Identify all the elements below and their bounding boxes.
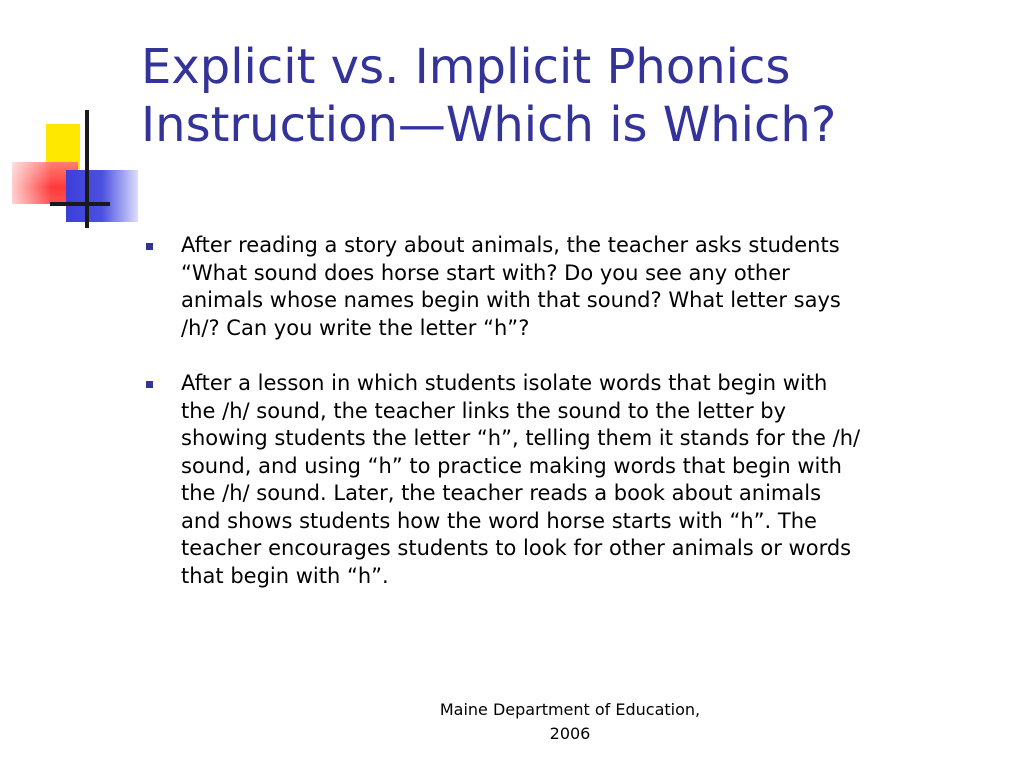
bullet-text-line: that begin with “h”.: [181, 563, 389, 588]
bullet-text-line: showing students the letter “h”, telling them it stands for the /h/: [181, 426, 861, 450]
slide-title-line: Explicit vs. Implicit Phonics: [141, 39, 791, 95]
bullet-text-line: the /h/ sound, the teacher links the sound to the letter by: [181, 398, 787, 423]
slide-title-line: Instruction—Which is Which?: [141, 97, 837, 153]
square-bullet-icon: [146, 243, 153, 250]
footer-line: 2006: [549, 724, 591, 743]
bullet-text-line: teacher encourages students to look for other animals or words: [181, 536, 852, 560]
bullet-text-line: “What sound does horse start with? Do you see any other: [181, 260, 790, 285]
slide-title: [141, 38, 1001, 154]
bullet-item: [146, 232, 1006, 342]
bullet-text-line: /h/? Can you write the letter “h”?: [181, 315, 530, 340]
bullet-text-line: animals whose names begin with that sound? What letter says: [181, 288, 841, 312]
slide-footer: [420, 698, 720, 746]
bullet-text: [181, 370, 1006, 590]
bullet-text-line: sound, and using “h” to practice making words that begin with: [181, 453, 842, 478]
bullet-text-line: and shows students how the word horse starts with “h”. The: [181, 508, 817, 533]
footer-line: Maine Department of Education,: [439, 700, 701, 719]
bullet-text: [181, 232, 1006, 342]
horizontal-rule: [50, 202, 110, 206]
bullet-text-line: After reading a story about animals, the teacher asks students: [181, 233, 840, 257]
color-blocks-decoration: [0, 100, 150, 240]
bullet-item: [146, 370, 1006, 590]
bullet-text-line: After a lesson in which students isolate words that begin with: [181, 371, 828, 395]
blue-block: [66, 170, 138, 222]
bullet-list: [146, 232, 1006, 618]
vertical-rule: [85, 110, 89, 228]
bullet-text-line: the /h/ sound. Later, the teacher reads a book about animals: [181, 481, 822, 505]
square-bullet-icon: [146, 381, 153, 388]
